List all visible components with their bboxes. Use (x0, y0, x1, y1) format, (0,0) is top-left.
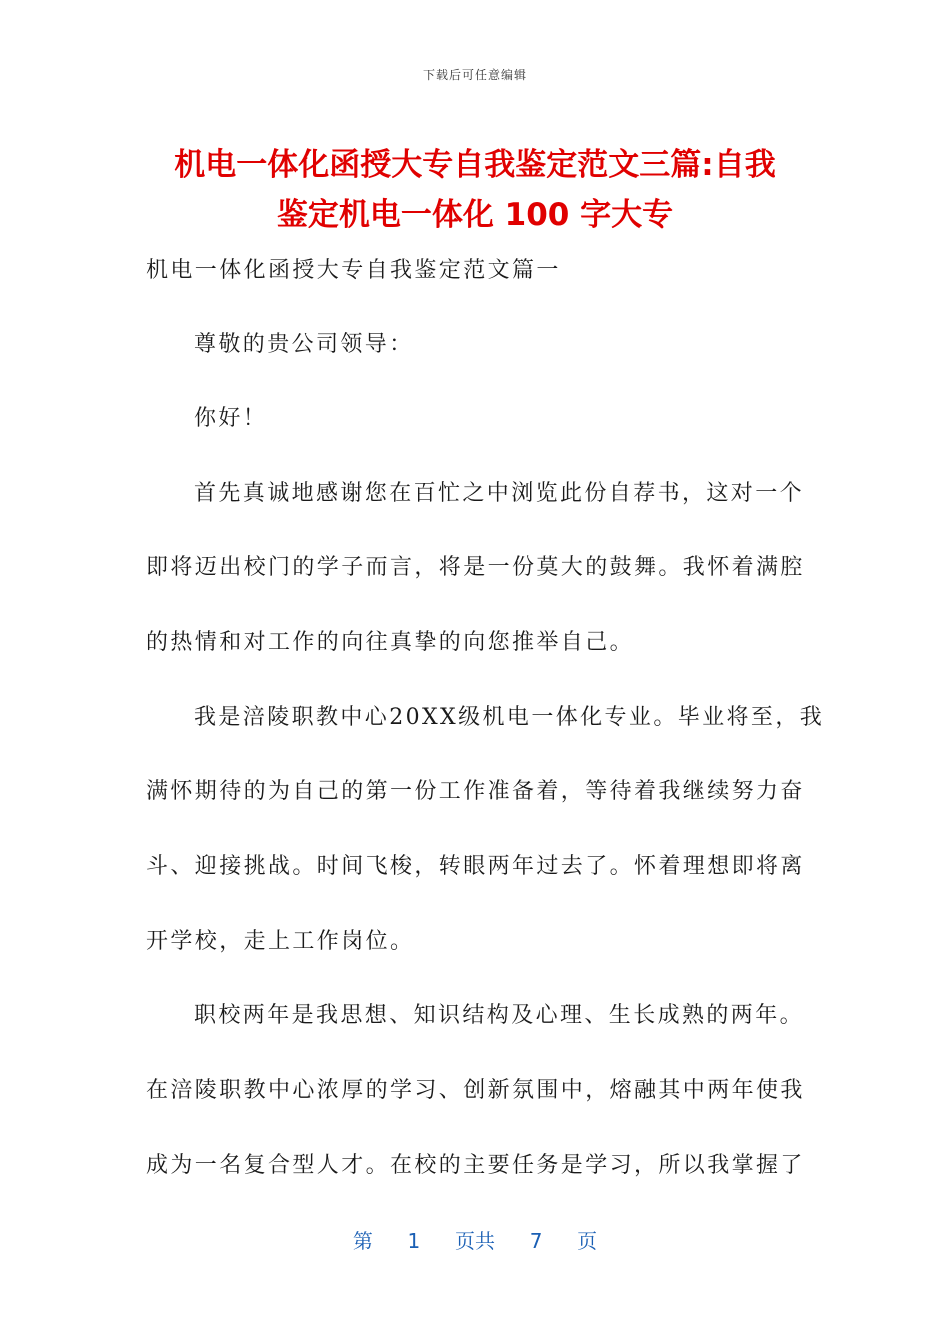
paragraph-line: 首先真诚地感谢您在百忙之中浏览此份自荐书，这对一个 (194, 481, 805, 506)
download-note: 下载后可任意编辑 (422, 68, 527, 82)
page-number-footer (0, 1225, 950, 1254)
paragraph-line: 开学校，走上工作岗位。 (146, 929, 415, 954)
footer-middle: 页共 (455, 1229, 495, 1253)
total-pages-number: 7 (529, 1229, 543, 1253)
paragraph-line: 斗、迎接挑战。时间飞梭，转眼两年过去了。怀着理想即将离 (146, 854, 805, 879)
section-heading: 机电一体化函授大专自我鉴定范文篇一 (146, 258, 561, 283)
paragraph-line: 成为一名复合型人才。在校的主要任务是学习，所以我掌握了 (146, 1153, 805, 1178)
footer-suffix: 页 (577, 1229, 598, 1253)
paragraph-line: 即将迈出校门的学子而言，将是一份莫大的鼓舞。我怀着满腔 (146, 555, 805, 580)
paragraph-line: 职校两年是我思想、知识结构及心理、生长成熟的两年。 (194, 1003, 805, 1028)
paragraph-line: 的热情和对工作的向往真挚的向您推举自己。 (146, 630, 635, 655)
paragraph-line: 我是涪陵职教中心20XX级机电一体化专业。毕业将至，我 (194, 705, 825, 730)
footer-prefix: 第 (352, 1229, 373, 1253)
paragraph-line: 满怀期待的为自己的第一份工作准备着，等待着我继续努力奋 (146, 779, 805, 804)
document-title (120, 140, 830, 240)
title-line-2: 鉴定机电一体化 100 字大专 (276, 197, 674, 233)
title-line-1: 机电一体化函授大专自我鉴定范文三篇:自我 (174, 147, 776, 183)
salutation: 尊敬的贵公司领导： (194, 332, 414, 357)
greeting: 你好！ (194, 406, 268, 431)
current-page-number: 1 (407, 1229, 421, 1253)
paragraph-line: 在涪陵职教中心浓厚的学习、创新氛围中，熔融其中两年使我 (146, 1078, 805, 1103)
